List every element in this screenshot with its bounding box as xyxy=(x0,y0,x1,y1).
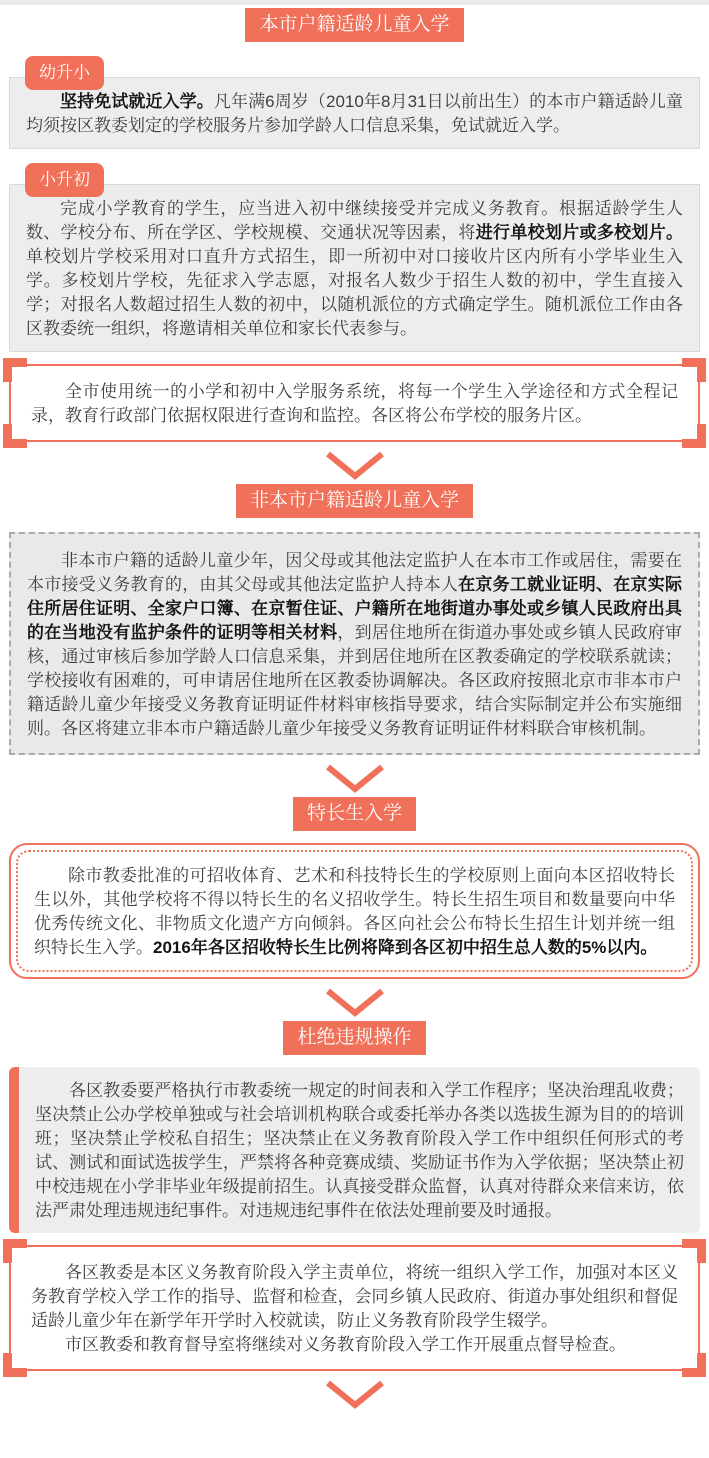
highlight-box-special-talent xyxy=(9,843,700,979)
highlight-box-enrollment-system xyxy=(9,364,700,442)
info-box-violations xyxy=(9,1067,700,1233)
corner-bracket-icon xyxy=(3,424,27,448)
paragraph-enrollment-system: 全市使用统一的小学和初中入学服务系统，将每一个学生入学途径和方式全程记录，教育行政部门依据权限进行查询和监控。各区将公布学校的服务片区。 xyxy=(31,382,678,425)
corner-bracket-icon xyxy=(3,1239,27,1263)
corner-bracket-icon xyxy=(682,1353,706,1377)
bold-text: 进行单校划片或多校划片。 xyxy=(475,223,684,242)
paragraph-text: 单校划片学校采用对口直升方式招生，即一所初中对口接收片区内所有小学毕业生入学。多校划片学校，先征求入学志愿，对报名人数少于招生人数的初中，学生直接入学；对报名人数超过招生人数的初中，以随机派位的方式确定学生。随机派位工作由各区教委统一组织，将邀请相关单位和家长代表参与。 xyxy=(26,247,683,338)
banner-nonlocal-enrollment: 非本市户籍适龄儿童入学 xyxy=(236,484,473,518)
paragraph-responsibility-1: 各区教委是本区义务教育阶段入学主责单位，将统一组织入学工作，加强对本区义务教育学校入学工作的指导、监督和检查，会同乡镇人民政府、街道办事处组织和督促适龄儿童少年在新学年开学时入校就读，防止义务教育阶段学生辍学。 xyxy=(31,1263,678,1330)
banner-local-enrollment: 本市户籍适龄儿童入学 xyxy=(245,8,463,42)
paragraph-text: ，到居住地所在街道办事处或乡镇人民政府审核，通过审核后参加学龄人口信息采集，并到居住地所在区教委确定的学校联系就读；学校接收有困难的，可申请居住地所在区教委协调解决。各区政府按照北京市非本市户籍适龄儿童少年接受义务教育证明证件材料审核指导要求，结合实际制定并公布实施细则。各区将建立非本市户籍适龄儿童少年接受义务教育证明证件材料联合审核机制。 xyxy=(27,623,683,738)
paragraph-kindergarten-to-primary xyxy=(26,90,683,138)
bold-text: 在京务工就业证明、在京实际住所居住证明、全家户口簿、在京暂住证、户籍所在地街道办事处或乡镇人民政府出具的在当地没有监护条件的证明等相关材料 xyxy=(27,575,683,642)
corner-bracket-icon xyxy=(3,358,27,382)
bold-lead-text: 坚持免试就近入学。 xyxy=(60,92,214,111)
paragraph-text: 凡年满6周岁（2010年8月31日以前出生）的本市户籍适龄儿童均须按区教委划定的学校服务片参加学龄人口信息采集，免试就近入学。 xyxy=(26,92,684,135)
page-top-divider xyxy=(0,0,709,5)
banner-special-talent: 特长生入学 xyxy=(293,797,416,831)
info-box-nonlocal xyxy=(9,532,700,755)
paragraph-primary-to-junior xyxy=(26,197,683,341)
corner-bracket-icon xyxy=(682,424,706,448)
tag-row-kindergarten-to-primary xyxy=(25,56,709,90)
banner-no-violations: 杜绝违规操作 xyxy=(283,1021,425,1055)
corner-bracket-icon xyxy=(3,1353,27,1377)
chevron-down-icon xyxy=(324,450,386,480)
paragraph-text: 非本市户籍的适龄儿童少年，因父母或其他法定监护人在本市工作或居住，需要在本市接受义务教育的，由其父母或其他法定监护人持本人 xyxy=(27,551,682,594)
highlight-box-responsibility xyxy=(9,1245,700,1371)
highlight-box-special-talent-inner xyxy=(16,850,693,972)
chevron-down-icon xyxy=(324,1379,386,1409)
paragraph-violations: 各区教委要严格执行市教委统一规定的时间表和入学工作程序；坚决治理乱收费；坚决禁止公办学校单独或与社会培训机构联合或委托举办各类以选拔生源为目的的培训班；坚决禁止学校私自招生；坚决禁止在义务教育阶段入学工作中组织任何形式的考试、测试和面试选拔学生，严禁将各种竞赛成绩、奖励证书作为入学依据；坚决禁止初中校违规在小学非毕业年级提前招生。认真接受群众监督，认真对待群众来信来访，依法严肃处理违规违纪事件。对违规违纪事件在依法处理前要及时通报。 xyxy=(35,1081,684,1220)
paragraph-nonlocal xyxy=(27,549,682,741)
bold-text: 2016年各区招收特长生比例将降到各区初中招生总人数的5%以内。 xyxy=(153,938,658,957)
corner-bracket-icon xyxy=(682,358,706,382)
tag-row-primary-to-junior xyxy=(25,163,709,197)
tag-kindergarten-to-primary: 幼升小 xyxy=(25,56,104,90)
tag-primary-to-junior: 小升初 xyxy=(25,163,104,197)
paragraph-special-talent xyxy=(34,864,675,960)
paragraph-responsibility-2: 市区教委和教育督导室将继续对义务教育阶段入学工作开展重点督导检查。 xyxy=(65,1335,626,1354)
chevron-down-icon xyxy=(324,987,386,1017)
corner-bracket-icon xyxy=(682,1239,706,1263)
info-box-primary-to-junior xyxy=(9,184,700,352)
chevron-down-icon xyxy=(324,763,386,793)
paragraph-text: 除市教委批准的可招收体育、艺术和科技特长生的学校原则上面向本区招收特长生以外，其他学校将不得以特长生的名义招收学生。特长生招生项目和数量要向中华优秀传统文化、非物质文化遗产方向倾斜。各区向社会公布特长生招生计划并统一组织特长生入学。 xyxy=(34,866,675,957)
paragraph-text: 完成小学教育的学生，应当进入初中继续接受并完成义务教育。根据适龄学生人数、学校分布、所在学区、学校规模、交通状况等因素，将 xyxy=(26,199,683,242)
